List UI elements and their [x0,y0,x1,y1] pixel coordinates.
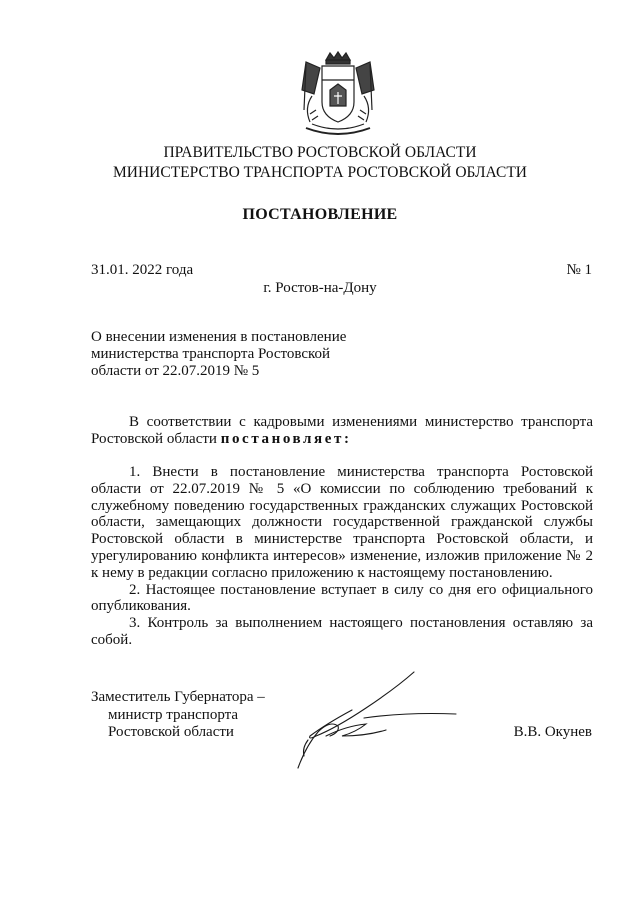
signatory-line-2: министр транспорта [108,706,239,723]
preamble-text: В соответствии с кадровыми изменениями министерство транспорта Ростовской области [91,414,593,447]
signatory-line-3: Ростовской области [108,724,234,740]
signatory-line-1: Заместитель Губернатора – [91,689,265,705]
decree-item-1: 1. Внести в постановление министерства транспорта Ростовской области от 22.07.2019 № 5 «О комиссии по соблюдению требований к служебному поведению государственных гражданских служащих Ростовской области, замещающих должности государственной гражданской службы Ростовской области в министерстве транспорта Ростовской области, и урегулированию конфликта интересов» изменение, изложив приложение № 2 к нему в редакции согласно приложению к настоящему постановлению. [91,464,593,581]
decree-item-3: 3. Контроль за выполнением настоящего постановления оставляю за собой. [91,615,593,648]
subject-line-1: О внесении изменения в постановление [91,329,347,345]
document-number: № 1 [566,262,592,278]
subject-line-3: области от 22.07.2019 № 5 [91,363,260,379]
document-date: 31.01. 2022 года [91,262,194,278]
decree-item-2: 2. Настоящее постановление вступает в силу со дня его официального опубликования. [91,581,593,615]
decree-items [91,464,593,649]
handwritten-signature [286,666,466,776]
document-type: ПОСТАНОВЛЕНИЕ [242,206,398,223]
coat-of-arms-emblem [292,50,384,140]
government-title: ПРАВИТЕЛЬСТВО РОСТОВСКОЙ ОБЛАСТИ [163,144,477,161]
decree-word: постановляет: [220,430,352,447]
document-subject [91,329,391,380]
document-city: г. Ростов-на-Дону [263,280,377,296]
preamble-paragraph [91,414,593,448]
signatory-title [91,689,265,742]
subject-line-2: министерства транспорта Ростовской [91,346,331,362]
ministry-title: МИНИСТЕРСТВО ТРАНСПОРТА РОСТОВСКОЙ ОБЛАСТИ [113,164,527,181]
signatory-name: В.В. Окунев [513,724,592,740]
